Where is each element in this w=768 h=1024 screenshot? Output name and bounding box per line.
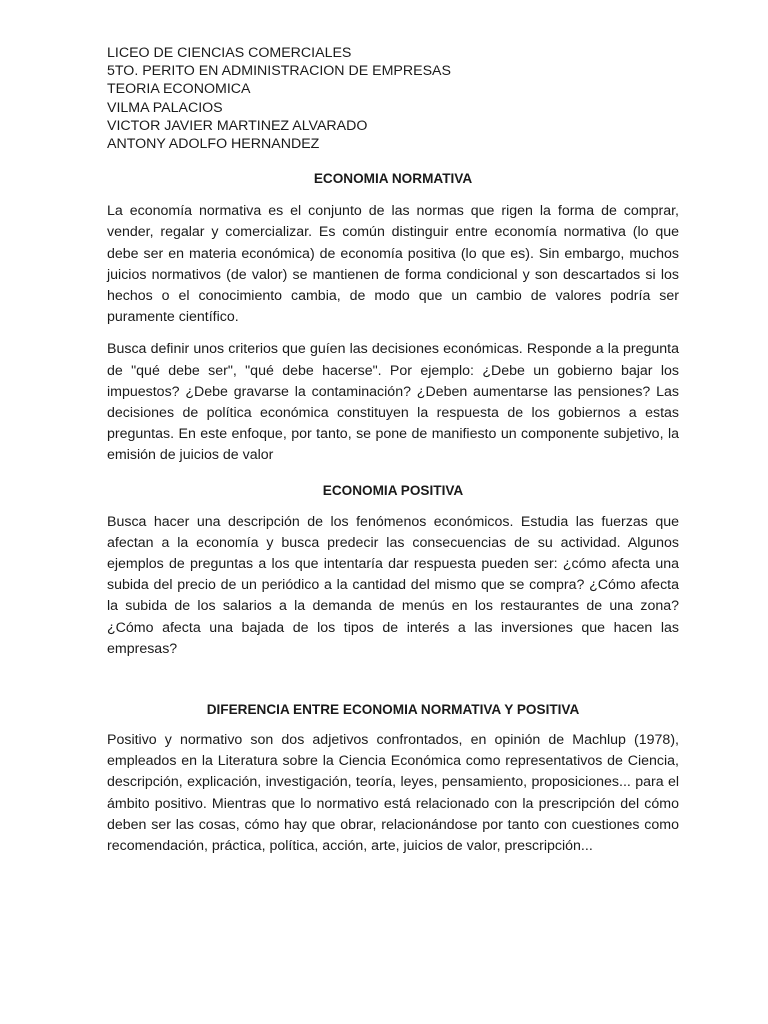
section-diferencia	[107, 700, 679, 857]
header-line-student-1: VICTOR JAVIER MARTINEZ ALVARADO	[107, 117, 368, 134]
header-line-school: LICEO DE CIENCIAS COMERCIALES	[107, 45, 352, 61]
header-line-subject: TEORIA ECONOMICA	[107, 81, 251, 98]
section-title-normativa: ECONOMIA NORMATIVA	[313, 171, 473, 187]
section-title-diferencia: DIFERENCIA ENTRE ECONOMIA NORMATIVA Y POSITIVA	[206, 702, 580, 718]
section-title-positiva: ECONOMIA POSITIVA	[322, 482, 464, 498]
document-header	[107, 44, 679, 153]
paragraph-positiva-description: Busca hacer una descripción de los fenómenos económicos. Estudia las fuerzas que afectan a la economía y busca predecir las consecuencias de su actividad. Algunos ejemplos de preguntas a los que intentaría dar respuesta pueden ser: ¿cómo afecta una subida del precio de un periódico a la cantidad del mismo que se compra? ¿Cómo afecta la subida de los salarios a la demanda de menús en los restaurantes de una zona? ¿Cómo afecta una bajada de los tipos de interés a las inversiones que hacen las empresas?	[107, 513, 679, 657]
section-positiva	[107, 481, 679, 660]
section-normativa	[107, 169, 679, 466]
header-line-course: 5TO. PERITO EN ADMINISTRACION DE EMPRESAS	[107, 63, 451, 80]
header-line-teacher: VILMA PALACIOS	[107, 99, 223, 116]
header-line-student-2: ANTONY ADOLFO HERNANDEZ	[107, 136, 320, 153]
document-page	[107, 44, 679, 857]
paragraph-diferencia-machlup: Positivo y normativo son dos adjetivos confrontados, en opinión de Machlup (1978), empleados en la Literatura sobre la Ciencia Económica como representativos de Ciencia, descripción, explicación, investigación, teoría, leyes, pensamiento, proposiciones... para el ámbito positivo. Mientras que lo normativo está relacionado con la prescripción del cómo deben ser las cosas, cómo hay que obrar, relacionándose por tanto con cuestiones como recomendación, práctica, política, acción, arte, juicios de valor, prescripción...	[107, 732, 679, 855]
paragraph-normativa-definition: La economía normativa es el conjunto de las normas que rigen la forma de comprar, vender, regalar y comercializar. Es común distinguir entre economía normativa (lo que debe ser en materia económica) de economía positiva (lo que es). Sin embargo, muchos juicios normativos (de valor) se mantienen de forma condicional y son descartados si los hechos o el conocimiento cambia, de modo que un cambio de valores podría ser puramente científico.	[107, 203, 679, 326]
paragraph-normativa-criteria: Busca definir unos criterios que guíen las decisiones económicas. Responde a la pregunta de "qué debe ser", "qué debe hacerse". Por ejemplo: ¿Debe un gobierno bajar los impuestos? ¿Debe gravarse la contaminación? ¿Deben aumentarse las pensiones? Las decisiones de política económica constituyen la respuesta de los gobiernos a estas preguntas. En este enfoque, por tanto, se pone de manifiesto un componente subjetivo, la emisión de juicios de valor	[107, 341, 679, 464]
